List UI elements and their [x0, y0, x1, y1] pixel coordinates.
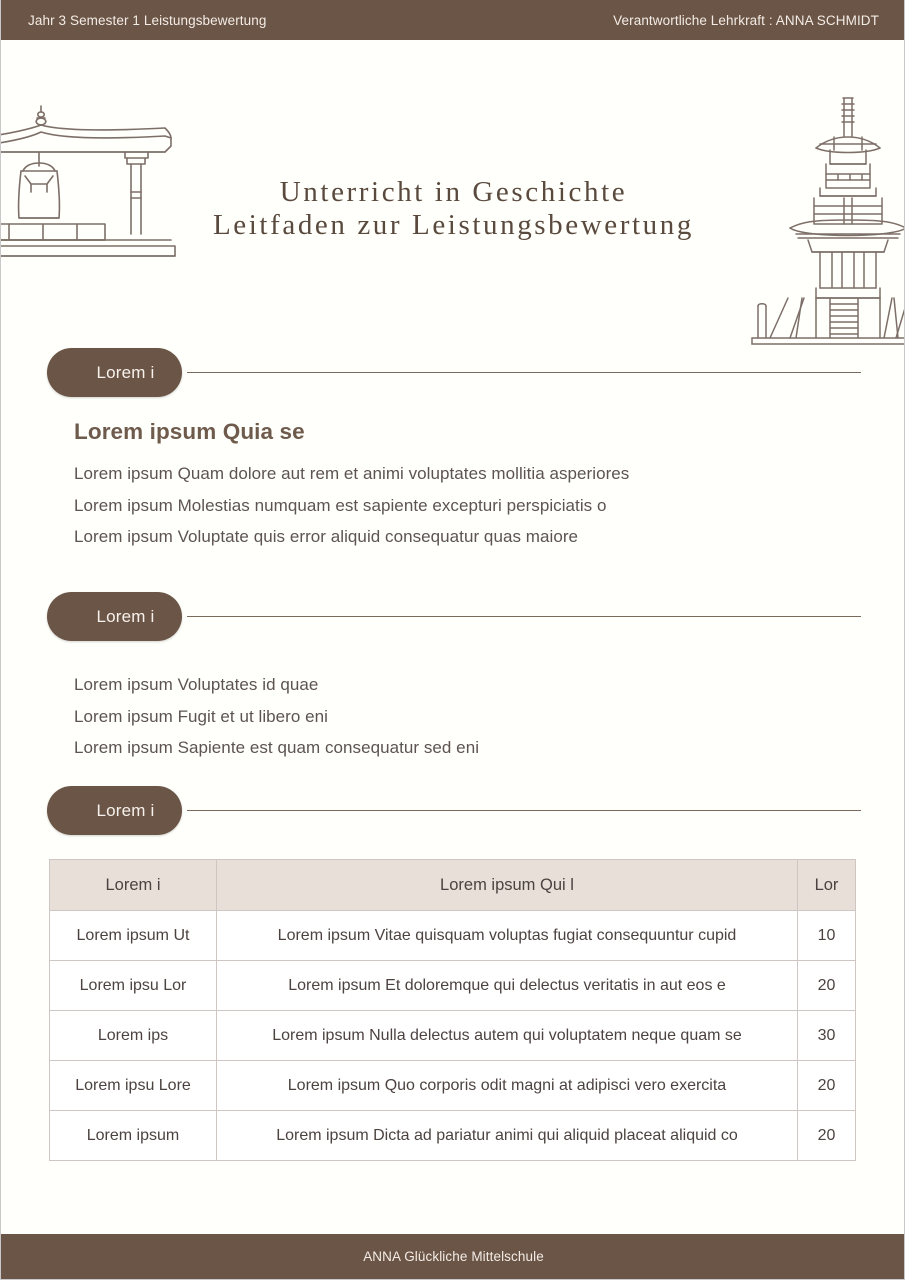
section-1-badge: [47, 348, 182, 397]
section-1-subheading: Lorem ipsum Quia se: [74, 419, 305, 444]
table-row: [50, 911, 856, 961]
table-cell-category: Lorem ipsum: [50, 1111, 217, 1161]
page-title: [1, 176, 905, 242]
list-item: Lorem ipsum Voluptates id quae: [74, 675, 319, 694]
table-header-cell-1: Lorem i: [50, 860, 217, 911]
table-cell-score: 20: [798, 961, 856, 1011]
section-1-rule: [187, 372, 861, 373]
list-item: Lorem ipsum Fugit et ut libero eni: [74, 706, 328, 726]
table-cell-category: Lorem ipsum Ut: [50, 911, 217, 961]
footer-school-name: ANNA Glückliche Mittelschule: [363, 1249, 544, 1264]
table-row: [50, 961, 856, 1011]
table-cell-description: Lorem ipsum Nulla delectus autem qui voluptatem neque quam se: [217, 1011, 798, 1061]
section-2: [1, 592, 905, 764]
page-title-line-2: Leitfaden zur Leistungsbewertung: [212, 209, 694, 241]
section-1: [1, 348, 905, 553]
section-3-header: [47, 786, 861, 835]
section-3-badge: [47, 786, 182, 835]
table-cell-score: 20: [798, 1111, 856, 1161]
table-cell-description: Lorem ipsum Dicta ad pariatur animi qui aliquid placeat aliquid co: [217, 1111, 798, 1161]
section-1-list: [74, 458, 905, 553]
section-2-rule: [187, 616, 861, 617]
assessment-table-wrapper: [49, 859, 855, 1161]
list-item: Lorem ipsum Sapiente est quam consequatur sed eni: [74, 738, 480, 757]
section-3-rule: [187, 810, 861, 811]
table-cell-category: Lorem ipsu Lore: [50, 1061, 217, 1111]
table-header-row: [50, 860, 856, 911]
table-cell-description: Lorem ipsum Vitae quisquam voluptas fugiat consequuntur cupid: [217, 911, 798, 961]
section-1-header: [47, 348, 861, 397]
table-body: [50, 911, 856, 1161]
section-3-badge-label: Lorem i: [96, 800, 155, 820]
list-item: Lorem ipsum Voluptate quis error aliquid consequatur quas maiore: [74, 527, 579, 546]
section-2-badge: [47, 592, 182, 641]
table-cell-description: Lorem ipsum Quo corporis odit magni at adipisci vero exercita: [217, 1061, 798, 1111]
page-title-line-1: Unterricht in Geschichte: [279, 176, 628, 208]
table-cell-description: Lorem ipsum Et doloremque qui delectus veritatis in aut eos e: [217, 961, 798, 1011]
document-header-bar: [1, 0, 905, 40]
list-item: Lorem ipsum Molestias numquam est sapiente excepturi perspiciatis o: [74, 495, 607, 515]
header-right-text: Verantwortliche Lehrkraft : ANNA SCHMIDT: [613, 12, 879, 28]
table-cell-category: Lorem ips: [50, 1011, 217, 1061]
header-left-text: Jahr 3 Semester 1 Leistungsbewertung: [28, 12, 267, 28]
table-head: [50, 860, 856, 911]
table-cell-score: 30: [798, 1011, 856, 1061]
list-item: Lorem ipsum Quam dolore aut rem et animi voluptates mollitia asperiores: [74, 464, 630, 483]
section-1-badge-label: Lorem i: [96, 362, 155, 382]
table-row: [50, 1011, 856, 1061]
section-2-list: [74, 669, 905, 764]
table-row: [50, 1061, 856, 1111]
section-2-header: [47, 592, 861, 641]
table-cell-score: 20: [798, 1061, 856, 1111]
section-3: [1, 786, 905, 1161]
table-header-cell-2: Lorem ipsum Qui l: [217, 860, 798, 911]
table-header-cell-3: Lor: [798, 860, 856, 911]
document-footer-bar: [1, 1234, 905, 1279]
section-2-badge-label: Lorem i: [96, 606, 155, 626]
table-cell-score: 10: [798, 911, 856, 961]
assessment-table: [49, 859, 856, 1161]
table-cell-category: Lorem ipsu Lor: [50, 961, 217, 1011]
table-row: [50, 1111, 856, 1161]
